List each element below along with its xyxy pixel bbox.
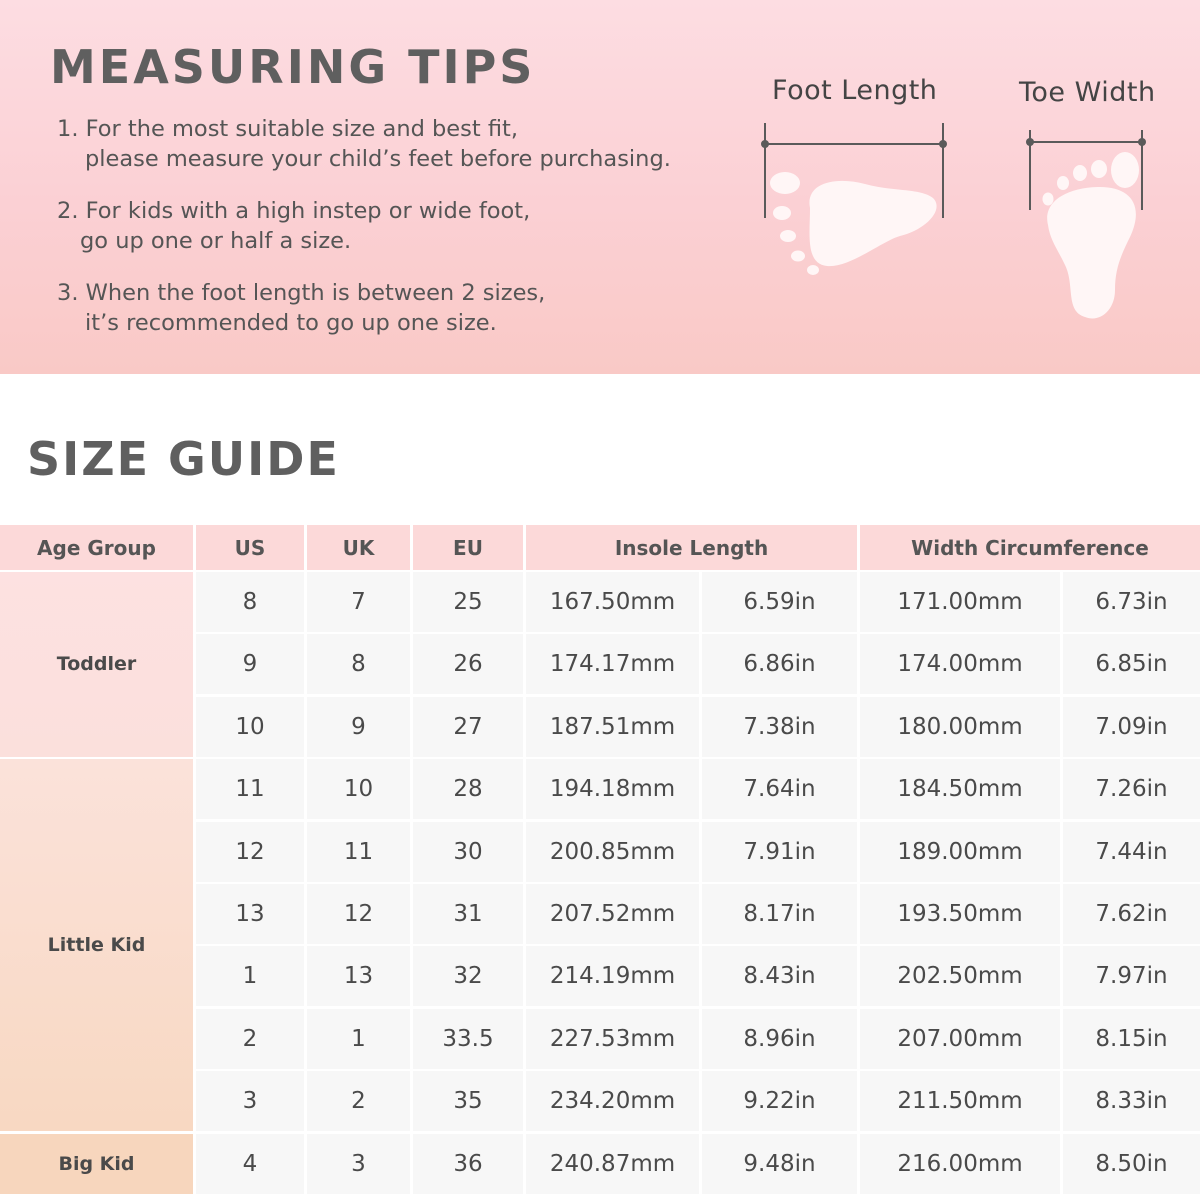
uk-size-cell: 2 — [307, 1071, 410, 1131]
us-size-cell: 13 — [196, 884, 304, 944]
age-group-cell: Big Kid — [0, 1134, 193, 1194]
width-in-cell: 6.85in — [1063, 634, 1200, 694]
insole-in-cell: 8.43in — [702, 946, 857, 1006]
insole-in-cell: 9.48in — [702, 1134, 857, 1194]
uk-size-cell: 8 — [307, 634, 410, 694]
insole-in-cell: 7.64in — [702, 759, 857, 819]
tip-1 — [57, 114, 671, 174]
width-mm-cell: 211.50mm — [860, 1071, 1060, 1131]
uk-size-cell: 1 — [307, 1009, 410, 1069]
insole-mm-cell: 214.19mm — [526, 946, 699, 1006]
us-size-cell: 2 — [196, 1009, 304, 1069]
eu-size-cell: 35 — [413, 1071, 523, 1131]
toe-width-label: Toe Width — [1019, 77, 1156, 108]
width-in-cell: 7.97in — [1063, 946, 1200, 1006]
us-size-cell: 4 — [196, 1134, 304, 1194]
us-size-cell: 10 — [196, 697, 304, 757]
foot-length-diagram — [755, 118, 955, 288]
tip-3 — [57, 278, 545, 338]
insole-in-cell: 6.59in — [702, 572, 857, 632]
measuring-tips-title: MEASURING TIPS — [50, 40, 536, 94]
insole-mm-cell: 187.51mm — [526, 697, 699, 757]
eu-size-cell: 33.5 — [413, 1009, 523, 1069]
header-insole-length: Insole Length — [526, 525, 857, 570]
tip-2-line-2: go up one or half a size. — [80, 228, 352, 254]
width-mm-cell: 202.50mm — [860, 946, 1060, 1006]
width-in-cell: 7.62in — [1063, 884, 1200, 944]
us-size-cell: 12 — [196, 822, 304, 882]
eu-size-cell: 32 — [413, 946, 523, 1006]
tip-3-line-2: it’s recommended to go up one size. — [85, 310, 497, 336]
width-mm-cell: 207.00mm — [860, 1009, 1060, 1069]
size-guide-title: SIZE GUIDE — [27, 432, 340, 486]
uk-size-cell: 11 — [307, 822, 410, 882]
width-in-cell: 7.26in — [1063, 759, 1200, 819]
eu-size-cell: 28 — [413, 759, 523, 819]
width-in-cell: 6.73in — [1063, 572, 1200, 632]
uk-size-cell: 7 — [307, 572, 410, 632]
tip-3-line-1: 3. When the foot length is between 2 sizes, — [57, 280, 546, 306]
us-size-cell: 1 — [196, 946, 304, 1006]
eu-size-cell: 30 — [413, 822, 523, 882]
header-width-circumference: Width Circumference — [860, 525, 1200, 570]
width-mm-cell: 193.50mm — [860, 884, 1060, 944]
insole-in-cell: 7.38in — [702, 697, 857, 757]
insole-mm-cell: 234.20mm — [526, 1071, 699, 1131]
insole-in-cell: 8.17in — [702, 884, 857, 944]
uk-size-cell: 10 — [307, 759, 410, 819]
insole-in-cell: 6.86in — [702, 634, 857, 694]
us-size-cell: 9 — [196, 634, 304, 694]
insole-in-cell: 8.96in — [702, 1009, 857, 1069]
age-group-cell: Little Kid — [0, 759, 193, 1131]
width-mm-cell: 174.00mm — [860, 634, 1060, 694]
eu-size-cell: 25 — [413, 572, 523, 632]
us-size-cell: 8 — [196, 572, 304, 632]
tip-1-line-1: 1. For the most suitable size and best fit, — [57, 116, 518, 142]
uk-size-cell: 9 — [307, 697, 410, 757]
header-uk: UK — [307, 525, 410, 570]
eu-size-cell: 31 — [413, 884, 523, 944]
width-mm-cell: 184.50mm — [860, 759, 1060, 819]
insole-mm-cell: 174.17mm — [526, 634, 699, 694]
uk-size-cell: 12 — [307, 884, 410, 944]
insole-in-cell: 7.91in — [702, 822, 857, 882]
width-mm-cell: 216.00mm — [860, 1134, 1060, 1194]
insole-in-cell: 9.22in — [702, 1071, 857, 1131]
eu-size-cell: 36 — [413, 1134, 523, 1194]
tip-2-line-1: 2. For kids with a high instep or wide foot, — [57, 198, 531, 224]
width-in-cell: 7.44in — [1063, 822, 1200, 882]
width-in-cell: 7.09in — [1063, 697, 1200, 757]
header-eu: EU — [413, 525, 523, 570]
eu-size-cell: 26 — [413, 634, 523, 694]
size-guide-table — [0, 525, 1200, 1200]
tip-2 — [57, 196, 530, 256]
width-mm-cell: 189.00mm — [860, 822, 1060, 882]
uk-size-cell: 13 — [307, 946, 410, 1006]
width-in-cell: 8.50in — [1063, 1134, 1200, 1194]
insole-mm-cell: 194.18mm — [526, 759, 699, 819]
uk-size-cell: 3 — [307, 1134, 410, 1194]
insole-mm-cell: 167.50mm — [526, 572, 699, 632]
width-in-cell: 8.33in — [1063, 1071, 1200, 1131]
header-age-group: Age Group — [0, 525, 193, 570]
insole-mm-cell: 200.85mm — [526, 822, 699, 882]
us-size-cell: 3 — [196, 1071, 304, 1131]
header-us: US — [196, 525, 304, 570]
insole-mm-cell: 240.87mm — [526, 1134, 699, 1194]
width-mm-cell: 180.00mm — [860, 697, 1060, 757]
insole-mm-cell: 207.52mm — [526, 884, 699, 944]
width-in-cell: 8.15in — [1063, 1009, 1200, 1069]
foot-length-label: Foot Length — [772, 75, 938, 106]
eu-size-cell: 27 — [413, 697, 523, 757]
measuring-tips-section — [0, 0, 1200, 374]
width-mm-cell: 171.00mm — [860, 572, 1060, 632]
us-size-cell: 11 — [196, 759, 304, 819]
tip-1-line-2: please measure your child’s feet before purchasing. — [85, 146, 671, 172]
toe-width-diagram — [1020, 125, 1155, 325]
insole-mm-cell: 227.53mm — [526, 1009, 699, 1069]
age-group-cell: Toddler — [0, 572, 193, 757]
